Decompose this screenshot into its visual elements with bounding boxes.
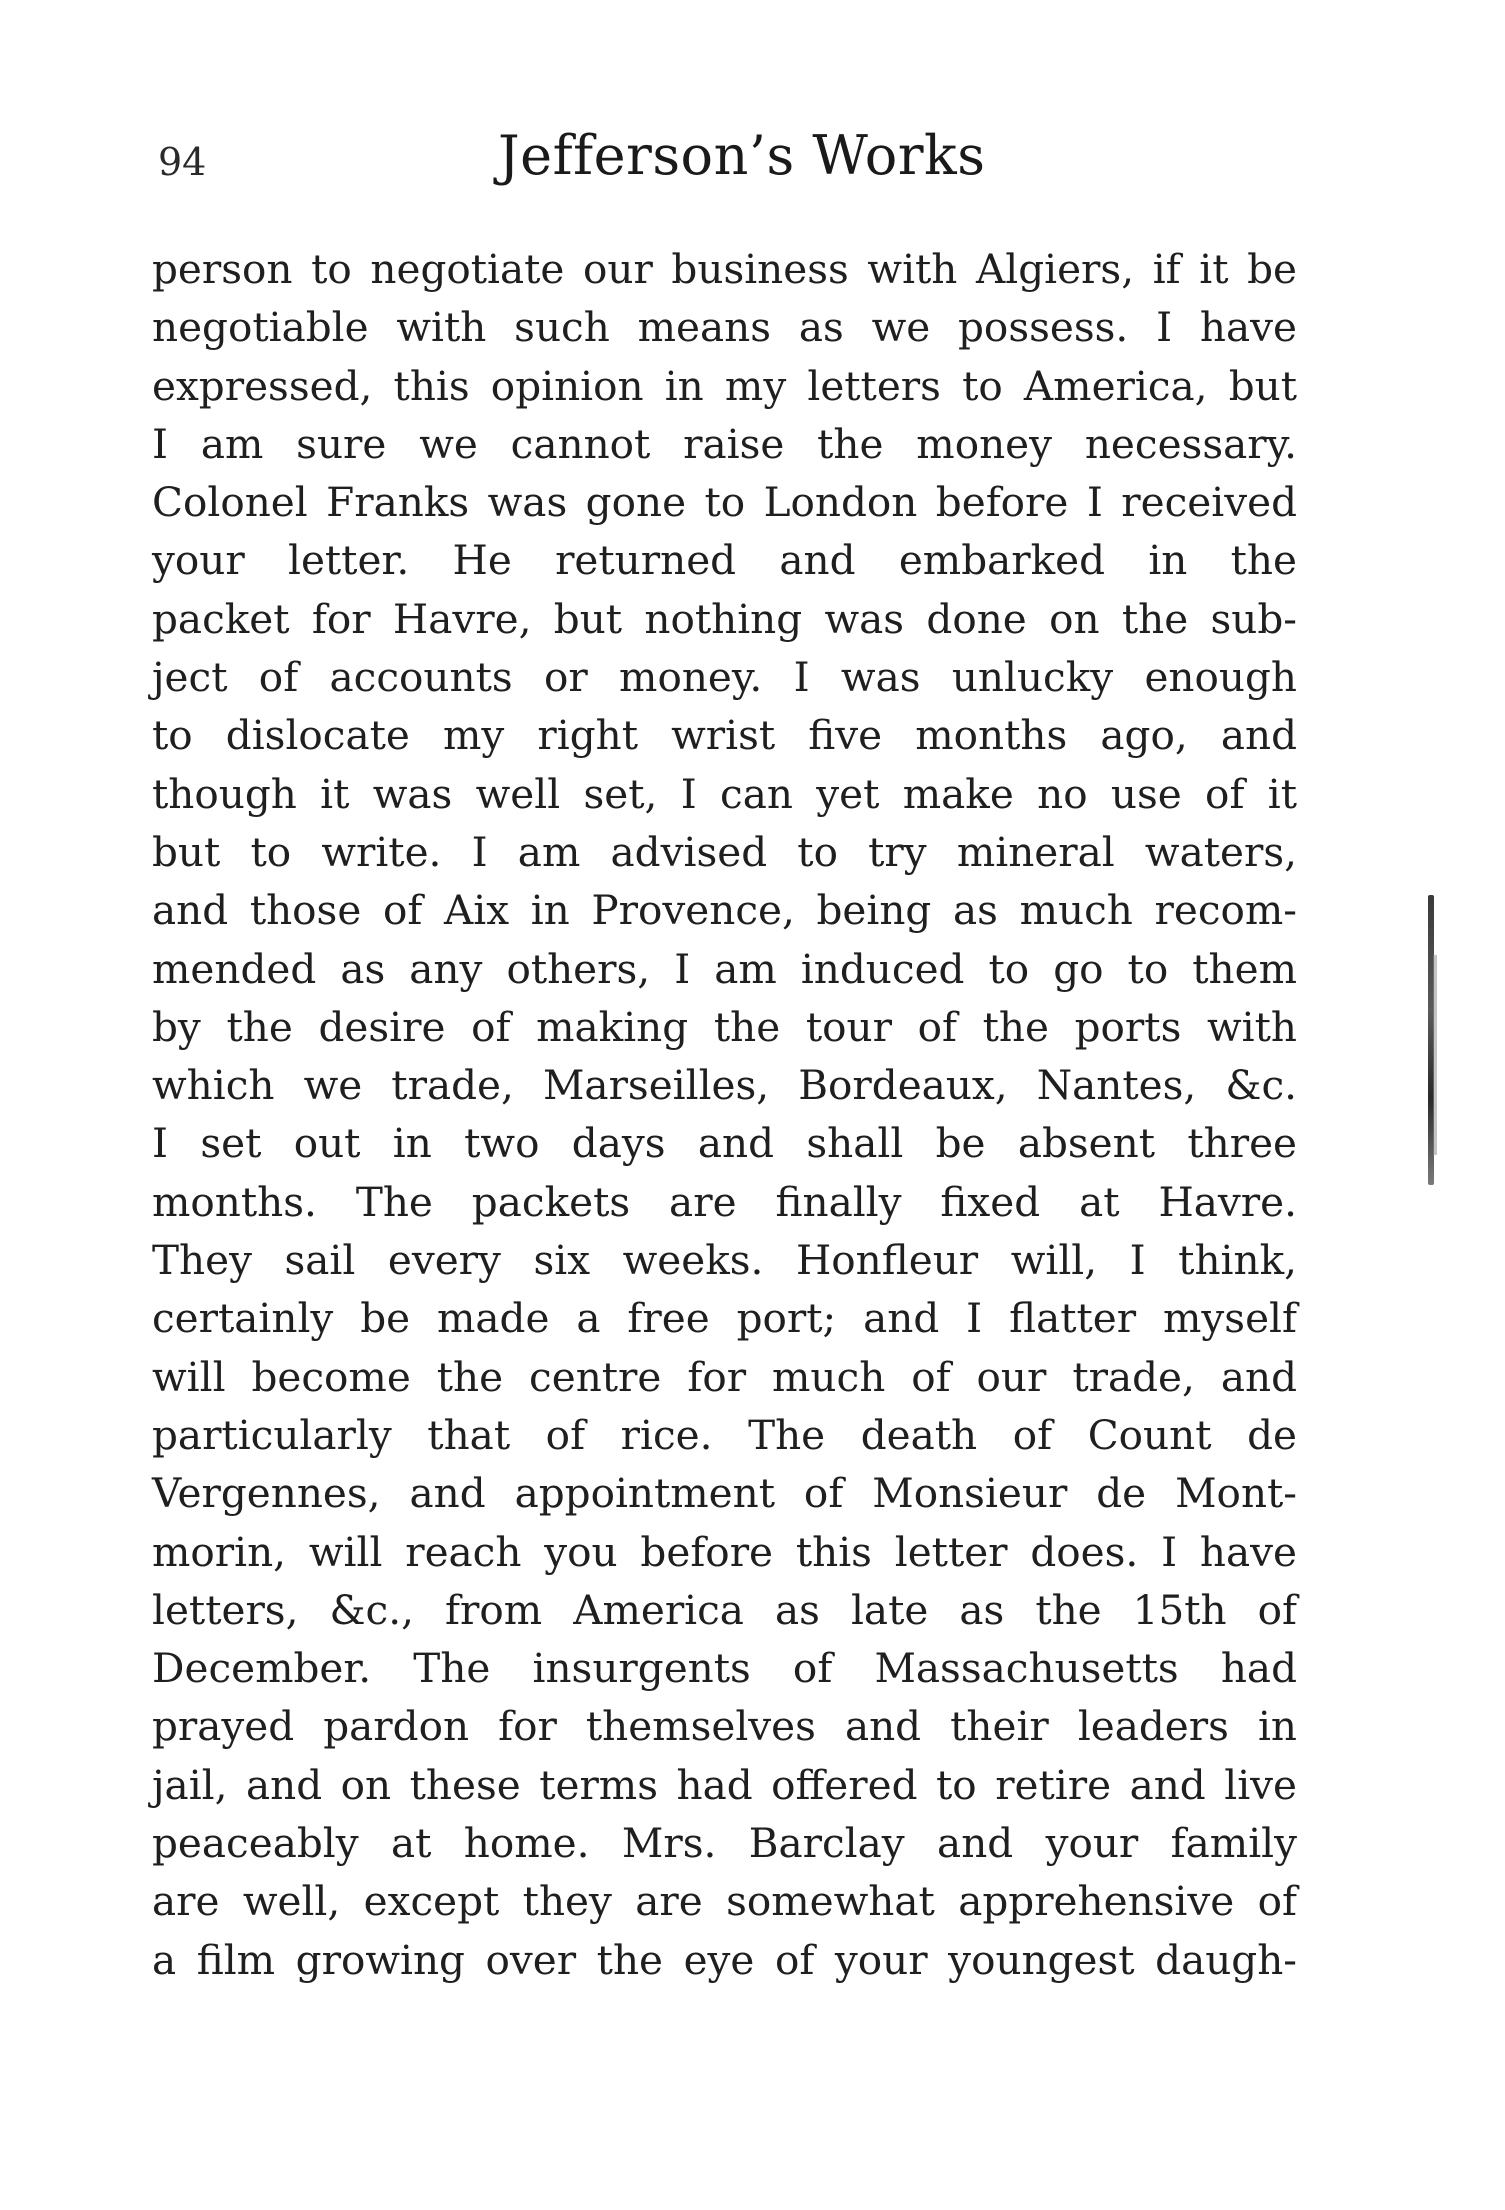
text-line: particularly that of rice. The death of Count de [152, 1410, 1297, 1459]
running-title: Jefferson’s Works [498, 124, 986, 187]
text-line: I am sure we cannot raise the money necessary. [152, 419, 1297, 468]
text-line: packet for Havre, but nothing was done on the sub- [152, 594, 1297, 643]
text-line: ject of accounts or money. I was unlucky enough [152, 653, 1297, 702]
text-line: to dislocate my right wrist five months ago, and [152, 711, 1297, 760]
text-line: though it was well set, I can yet make no use of it [152, 769, 1297, 818]
text-line: months. The packets are finally fixed at Havre. [152, 1177, 1297, 1226]
text-line: December. The insurgents of Massachusetts had [152, 1644, 1297, 1693]
text-line: letters, &c., from America as late as the 15th of [152, 1585, 1297, 1634]
text-line: your letter. He returned and embarked in the [152, 536, 1297, 585]
text-line: by the desire of making the tour of the ports with [152, 1002, 1297, 1051]
text-line: but to write. I am advised to try mineral waters, [152, 827, 1297, 876]
text-line: are well, except they are somewhat apprehensive of [152, 1877, 1297, 1926]
text-line: expressed, this opinion in my letters to America, but [152, 361, 1297, 410]
text-line: jail, and on these terms had offered to retire and live [152, 1760, 1297, 1809]
text-line: I set out in two days and shall be absent three [152, 1119, 1297, 1168]
text-line: will become the centre for much of our trade, and [152, 1352, 1297, 1401]
running-head [158, 124, 1298, 194]
body-text [152, 240, 1297, 1989]
text-line: peaceably at home. Mrs. Barclay and your family [152, 1819, 1297, 1868]
text-line: certainly be made a free port; and I flatter myself [152, 1294, 1297, 1343]
text-line: which we trade, Marseilles, Bordeaux, Nantes, &c. [152, 1061, 1297, 1110]
text-line: mended as any others, I am induced to go to them [152, 944, 1297, 993]
text-line: Vergennes, and appointment of Monsieur de Mont- [152, 1469, 1297, 1518]
text-line: They sail every six weeks. Honfleur will, I think, [152, 1236, 1297, 1285]
text-line: negotiable with such means as we possess. I have [152, 303, 1297, 352]
text-line: prayed pardon for themselves and their leaders in [152, 1702, 1297, 1751]
text-line: and those of Aix in Provence, being as much recom- [152, 886, 1297, 935]
page-number: 94 [158, 140, 207, 184]
text-line: a film growing over the eye of your youngest daugh- [152, 1935, 1297, 1984]
text-line: morin, will reach you before this letter does. I have [152, 1527, 1297, 1576]
margin-scan-mark [1428, 895, 1434, 1185]
text-line: Colonel Franks was gone to London before I received [152, 478, 1297, 527]
text-line: person to negotiate our business with Algiers, if it be [152, 245, 1297, 293]
